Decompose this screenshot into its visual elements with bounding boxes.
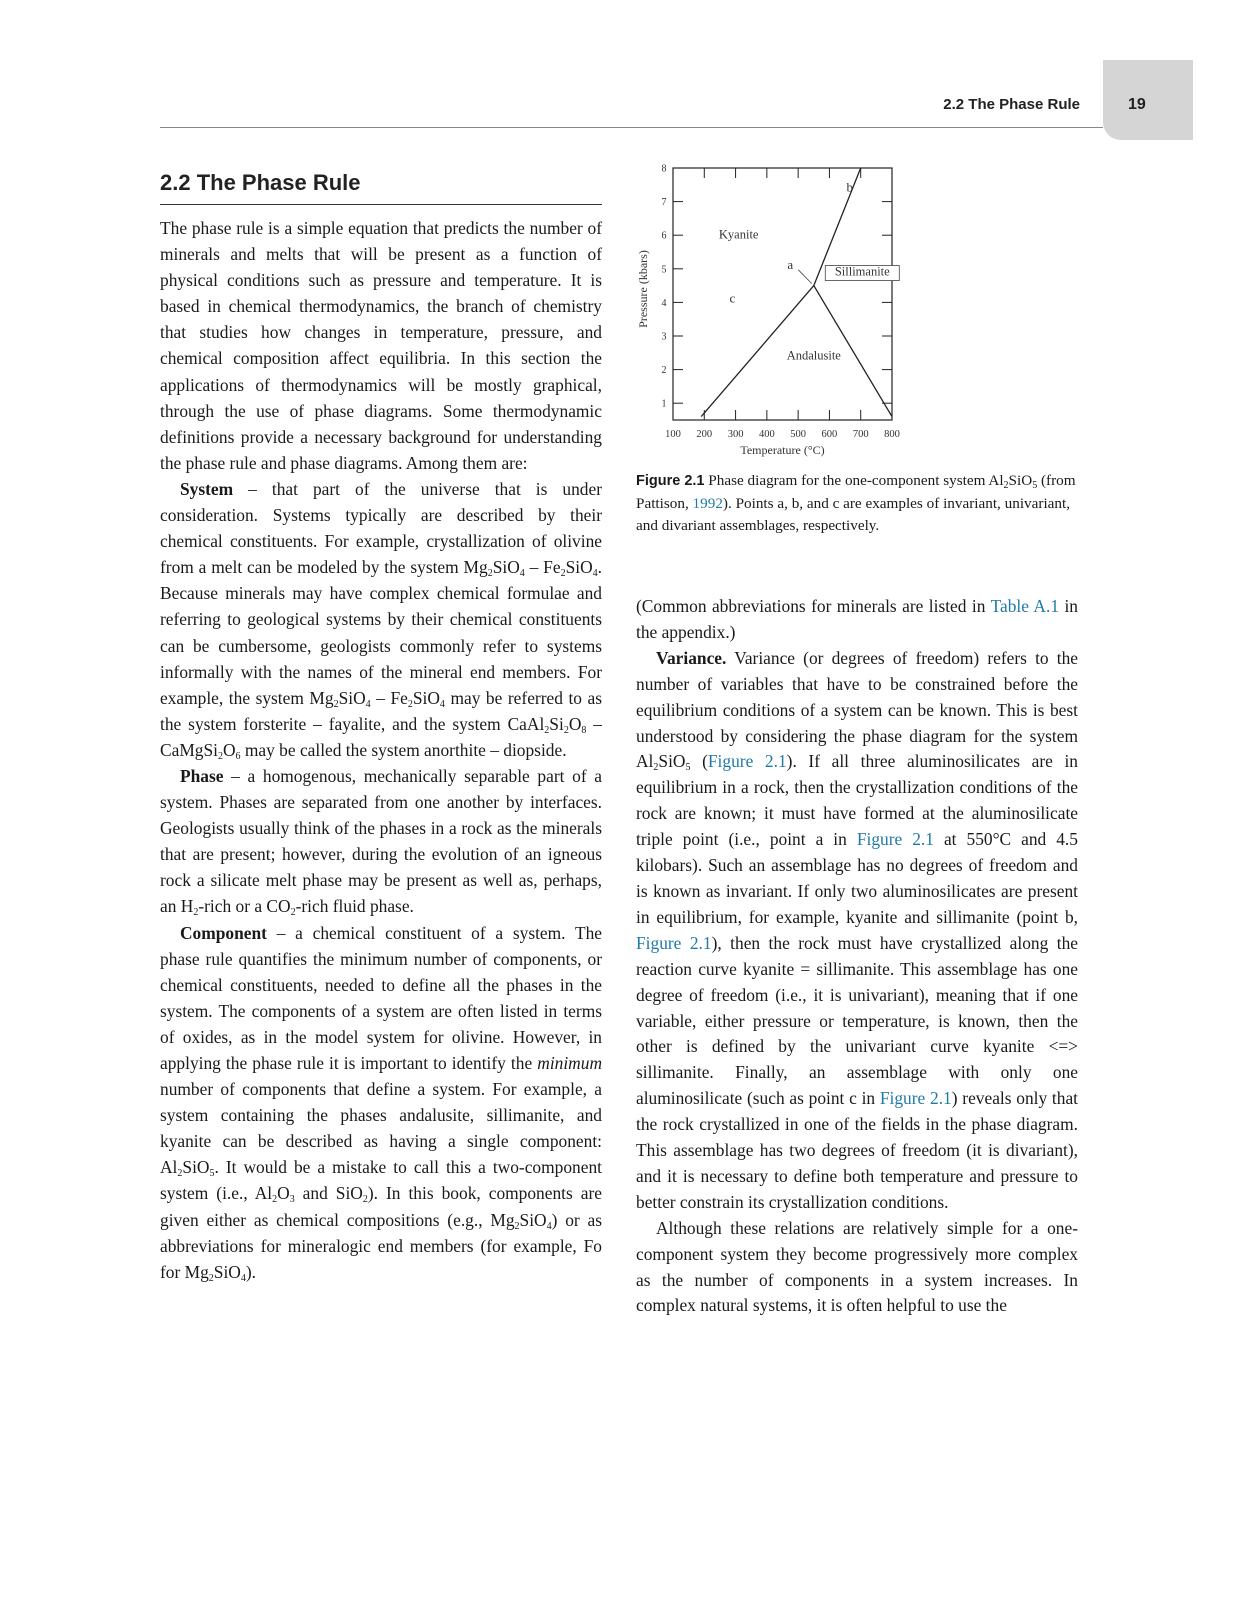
page-tab (1103, 60, 1193, 140)
page-number: 19 (1128, 96, 1146, 113)
y-axis-title: Pressure (kbars) (636, 250, 650, 328)
intro-paragraph: The phase rule is a simple equation that predicts the number of minerals and melts that will be present as a function of physical conditions such as pressure and temperature. It is based in chemical thermodynamics, the branch of chemistry that studies how changes in temperature, pressure, and chemical composition affect equilibria. In this section the applications of thermodynamics will be mostly graphical, through the use of phase diagrams. Some thermodynamic definitions provide a necessary background for understanding the phase rule and phase diagrams. Among them are: (160, 218, 602, 473)
field-label: Sillimanite (834, 264, 890, 279)
x-tick-label: 100 (665, 429, 681, 440)
x-tick-label: 600 (821, 429, 838, 440)
right-column (636, 594, 1078, 1319)
variance-paragraph: Variance. Variance (or degrees of freedom) refers to the number of variables that have to be constrained before the equilibrium conditions of a system can be known. This is best understood by considering the phase diagram for the system $Al_2SiO_5$ (Figure 2.1). If all three aluminosilicates are in equilibrium in a rock, then the crystallization conditions of the rock are known; it must have formed at the aluminosilicate triple point (i.e., point a in Figure 2.1 at 550°C and 4.5 kilobars). Such an assemblage has no degrees of freedom and is known as invariant. If only two aluminosilicates are present in equilibrium, for example, kyanite and sillimanite (point b, Figure 2.1), then the rock must have crystallized along the reaction curve kyanite = sillimanite. This assemblage has one degree of freedom (i.e., it is univariant), meaning that if one variable, either pressure or temperature, is known, then the other is defined by the univariant curve kyanite <=> sillimanite. Finally, an assemblage with only one aluminosilicate (such as point c in Figure 2.1) reveals only that the rock crystallized in one of the fields in the phase diagram. This assemblage has two degrees of freedom (it is divariant), and it is necessary to define both temperature and pressure to better constrain its crystallization conditions. (636, 647, 1079, 1212)
citation-link[interactable]: 1992 (692, 494, 723, 512)
point-label: b (846, 179, 854, 195)
y-tick-label: 2 (661, 365, 667, 377)
field-label: Kyanite (718, 227, 759, 242)
term-variance: Variance. (656, 647, 727, 668)
term-phase: Phase (180, 765, 224, 786)
closing-paragraph: Although these relations are relatively simple for a one-component system they become progressively more complex as the number of components in a system increases. In complex natural systems, it is often helpful to use the (636, 1217, 1078, 1316)
x-tick-label: 700 (852, 429, 869, 440)
figure-link[interactable]: Figure 2.1 (856, 829, 934, 850)
left-column (160, 170, 602, 1285)
x-tick-label: 400 (758, 429, 775, 440)
x-tick-label: 200 (696, 429, 713, 440)
term-system: System (180, 478, 234, 499)
section-title: 2.2 The Phase Rule (160, 170, 602, 205)
x-tick-label: 300 (727, 429, 744, 440)
figure-link[interactable]: Figure 2.1 (636, 932, 712, 953)
point-label: c (729, 290, 736, 306)
field-label: Andalusite (786, 348, 841, 363)
component-paragraph: Component – a chemical constituent of a system. The phase rule quantifies the minimum number of components, or chemical constituents, needed to define all the phases in the system. The components of a system are often listed in terms of oxides, as in the model system for olivine. However, in applying the phase rule it is important to identify the minimum number of components that define a system. For example, a system containing the phases andalusite, sillimanite, and kyanite can be described as having a single component: $Al_2SiO_5$. It would be a mistake to call this a two-component system (i.e., $Al_2O_3$ and SiO$_2$). In this book, components are given either as chemical compositions (e.g., $Mg_2SiO_4$) or as abbreviations for mineralogic end members (for example, Fo for $Mg_2SiO_4$). (160, 922, 602, 1284)
y-tick-label: 4 (661, 297, 667, 309)
figure-label: Figure 2.1 (636, 473, 705, 489)
figure-caption: Figure 2.1 Phase diagram for the one-component system $Al_2SiO_5$ (from Pattison, 1992). Points a, b, and c are examples of invariant, univariant, and divariant assemblages, respectively. (636, 472, 1076, 534)
x-tick-label: 800 (884, 429, 900, 440)
phase-diagram (636, 160, 926, 465)
running-head: 2.2 The Phase Rule (943, 96, 1080, 113)
table-a1-link[interactable]: Table A.1 (990, 596, 1060, 616)
x-tick-label: 500 (790, 429, 807, 440)
point-label: a (787, 256, 794, 272)
y-tick-label: 8 (661, 163, 667, 175)
y-tick-label: 1 (661, 398, 667, 410)
system-paragraph: System – that part of the universe that is under consideration. Systems typically are described by their chemical constituents. For example, crystallization of olivine from a melt can be modeled by the system $Mg_2SiO_4 - Fe_2SiO_4$. Because minerals may have complex chemical formulae and referring to geological systems by their chemical constituents can be cumbersome, geologists commonly refer to systems informally with the names of the mineral end members. For example, the system $Mg_2SiO_4 - Fe_2SiO_4$ may be referred to as the system forsterite – fayalite, and the system $CaAl_2Si_2O_8$ – $CaMgSi_2O_6$ may be called the system anorthite – diopside. (160, 478, 602, 762)
term-component: Component (180, 922, 267, 943)
y-tick-label: 5 (661, 264, 667, 276)
y-tick-label: 3 (661, 331, 667, 343)
abbrev-paragraph: (Common abbreviations for minerals are listed in Table A.1 in the appendix.) (636, 596, 1078, 642)
point-a-leader (798, 270, 811, 284)
figure-link[interactable]: Figure 2.1 (879, 1088, 952, 1109)
y-tick-label: 7 (661, 197, 667, 209)
x-axis-title: Temperature (°C) (740, 443, 825, 457)
figure-link[interactable]: Figure 2.1 (707, 751, 787, 772)
header-rule (160, 127, 1103, 128)
y-tick-label: 6 (661, 230, 667, 242)
plot-frame (673, 168, 892, 420)
phase-paragraph: Phase – a homogenous, mechanically separable part of a system. Phases are separated from one another by interfaces. Geologists usually think of the phases in a rock as the minerals that are present; however, during the evolution of an igneous rock a silicate melt phase may be present as well as, perhaps, an $H_2$-rich or a $CO_2$-rich fluid phase. (160, 765, 602, 919)
